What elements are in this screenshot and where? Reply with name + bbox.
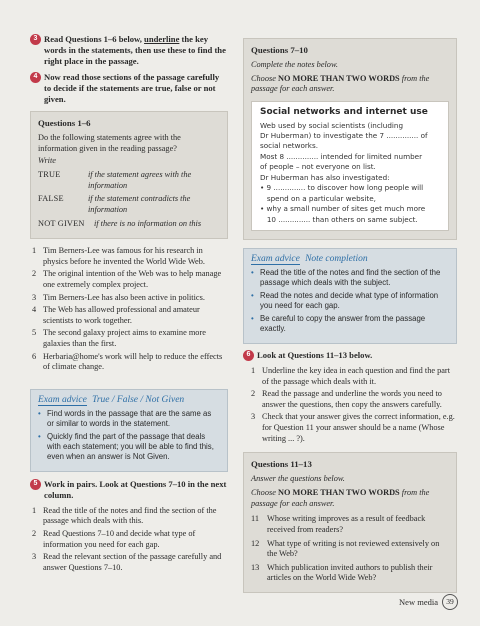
section-name: New media (399, 596, 438, 607)
list-item: 6 Herbaria@home's work will help to reduce the effects of climate change. (32, 351, 223, 372)
list-item: 1 Underline the key idea in each question and find the part of the passage which deals with it. (251, 365, 450, 386)
advice-heading: Exam advice True / False / Not Given (38, 394, 185, 405)
step-number: 5 (30, 479, 41, 490)
box-heading: Questions 1–6 (38, 118, 91, 128)
list-item: 2 Read Questions 7–10 and decide what type of information you need for each gap. (32, 529, 196, 549)
left-column (30, 0, 228, 575)
step-number: 6 (243, 350, 254, 361)
page-footer (399, 594, 458, 610)
questions-7-10-box (243, 38, 457, 240)
list-item: 11 Whose writing improves as a result of feedback received from readers? (251, 514, 426, 534)
instruction: Answer the questions below. (251, 474, 345, 484)
list-item: 4 The Web has allowed professional and amateur scientists to work together. (32, 305, 200, 325)
definition: FALSE if the statement contradicts the information (38, 194, 191, 214)
step-number: 3 (30, 34, 41, 45)
list-item: 2 Read the passage and underline the words you need to answer the questions, then copy the answers carefully. (251, 389, 442, 409)
box-heading: Questions 11–13 (251, 459, 312, 470)
instruction: Choose NO MORE THAN TWO WORDS from the passage for each answer. (251, 488, 430, 508)
step-4: 4 Now read those sections of the passage carefully to decide if the statements are true, false or not given. (30, 72, 228, 105)
list-item: 5 The second galaxy project aims to examine more galaxies than the first. (32, 328, 206, 348)
advice-bullet: • Quickly find the part of the passage that deals with each statement; you will be able to find this, even when an answer is Not Given. (38, 431, 214, 461)
list-item: 13 Which publication invited authors to publish their articles on the World Wide Web? (251, 562, 433, 583)
advice-bullet: • Read the notes and decide what type of information you need for each gap. (251, 291, 439, 311)
advice-heading: Exam advice Note completion (251, 253, 368, 264)
list-item: 1 Read the title of the notes and find the section of the passage which deals with this. (32, 505, 217, 526)
instruction: Choose NO MORE THAN TWO WORDS from the passage for each answer. (251, 73, 430, 94)
right-column (243, 0, 457, 593)
exam-advice-tfng (30, 389, 228, 472)
step-5-list (30, 506, 228, 574)
definitions (38, 170, 220, 229)
step-number: 4 (30, 72, 41, 83)
list-item: 3 Read the relevant section of the passage carefully and answer Questions 7–10. (32, 552, 222, 572)
list-item: 2 The original intention of the Web was to help manage one extremely complex project. (32, 269, 222, 289)
advice-bullet: • Find words in the passage that are the same as or similar to words in the statement. (38, 408, 212, 428)
questions-list (30, 246, 228, 373)
definition: TRUE if the statement agrees with the information (38, 170, 192, 190)
page-number: 39 (442, 594, 458, 610)
questions-1-6-box (30, 111, 228, 239)
list-item: 3 Tim Berners-Lee has also been active in politics. (32, 292, 205, 302)
definition: NOT GIVEN if there is no information on this (38, 218, 202, 228)
list-item: 12 What type of writing is not reviewed extensively on the Web? (251, 538, 440, 559)
list-item: 3 Check that your answer gives the correct information, e.g. for Question 11 your answer should be a name (Whose writing ... ?). (251, 412, 455, 443)
exam-advice-note-completion (243, 248, 457, 344)
write-label: Write (38, 156, 56, 166)
step-6-list (243, 366, 457, 444)
notes-title: Social networks and internet use (260, 107, 428, 118)
box-intro: Do the following statements agree with the information given in the reading passage? (38, 133, 181, 153)
step-3: 3 Read Questions 1–6 below, underline the key words in the statements, then use these to find the right place in the passage. (30, 34, 228, 67)
instruction: Complete the notes below. (251, 60, 338, 70)
step-6: 6 Look at Questions 11–13 below. (243, 350, 457, 361)
notes-card (251, 101, 449, 231)
advice-bullet: • Be careful to copy the answer from the passage exactly. (251, 314, 426, 333)
advice-bullet: • Read the title of the notes and find the section of the passage which deals with the subject. (251, 268, 441, 288)
list-item: 1 Tim Berners-Lee was famous for his research in physics before he invented the World Wide Web. (32, 246, 205, 266)
notes-body: Web used by social scientists (including Dr Huberman) to investigate the 7 .............. of social networks. Most 8 .............. intended for limited number of people – not everyone on list. Dr Huberman has also investigated: • 9 .............. to discover how long people will spend on a particular website, • why a small number of sites get much more 10 .............. than others on same subject. (260, 120, 428, 224)
box-heading: Questions 7–10 (251, 45, 308, 55)
step-5: 5 Work in pairs. Look at Questions 7–10 in the next column. (30, 479, 228, 501)
questions-11-13-box (243, 452, 457, 593)
